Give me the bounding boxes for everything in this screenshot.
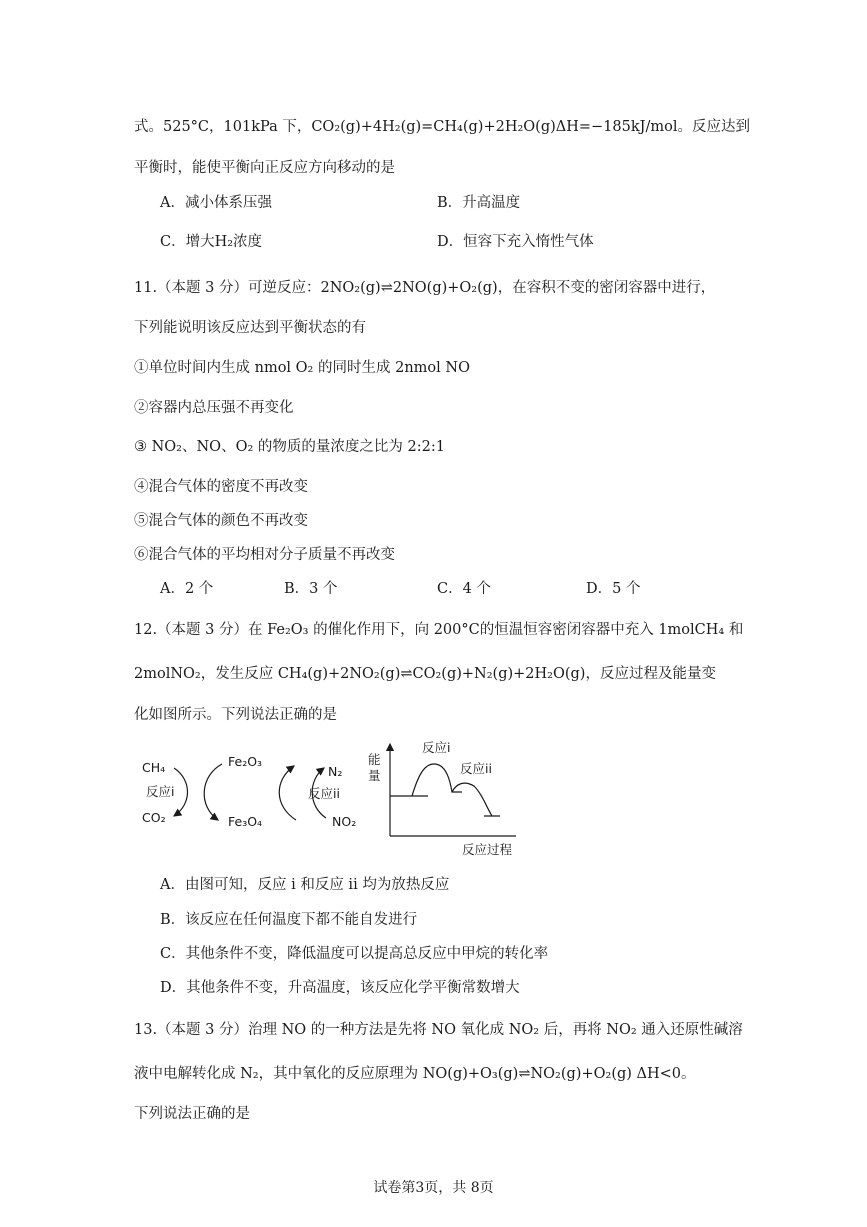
energy-xlabel: 反应过程 [462, 842, 513, 857]
q10-option-a[interactable]: A．减小体系压强 [160, 195, 272, 211]
q11-item-6: ⑥混合气体的平均相对分子质量不再改变 [134, 547, 395, 563]
q11-option-c[interactable]: C．4 个 [437, 581, 491, 597]
cycle1-arrow-right [204, 764, 222, 820]
cycle2-label: 反应ii [308, 786, 340, 801]
q10-option-d[interactable]: D．恒容下充入惰性气体 [437, 234, 594, 250]
energy-peak1-label: 反应i [422, 740, 451, 755]
q12-text-line2: 2molNO₂，发生反应 CH₄(g)+2NO₂(g)⇌CO₂(g)+N₂(g)+2H₂O(g)，反应过程及能量变 [134, 666, 716, 682]
q10-option-c[interactable]: C．增大H₂浓度 [160, 234, 263, 250]
q12-text-line3: 化如图所示。下列说法正确的是 [134, 707, 337, 723]
cycle1-label: 反应i [146, 784, 175, 799]
cycle1-bottom-left: CO₂ [142, 810, 166, 825]
energy-ylabel-1: 能 [368, 752, 381, 767]
q11-option-d[interactable]: D．5 个 [586, 581, 641, 597]
q12-text-line1: 12.（本题 3 分）在 Fe₂O₃ 的催化作用下，向 200°C的恒温恒容密闭容器中充入 1molCH₄ 和 [134, 622, 744, 638]
q13-text-line2: 液中电解转化成 N₂，其中氧化的反应原理为 NO(g)+O₃(g)⇌NO₂(g)+O₂(g) ΔH<0。 [134, 1066, 696, 1082]
energy-peak2-label: 反应ii [460, 761, 492, 776]
cycle1-top-right: Fe₂O₃ [228, 754, 263, 769]
q11-text-line1: 11.（本题 3 分）可逆反应：2NO₂(g)⇌2NO(g)+O₂(g)，在容积不变的密闭容器中进行， [134, 280, 716, 296]
q12-option-a[interactable]: A．由图可知，反应 i 和反应 ii 均为放热反应 [160, 877, 450, 893]
energy-ylabel-2: 量 [368, 768, 381, 783]
q12-figure [136, 736, 536, 862]
q10-option-b[interactable]: B．升高温度 [437, 195, 521, 211]
q11-option-b[interactable]: B．3 个 [284, 581, 338, 597]
cycle1-top-left: CH₄ [142, 760, 166, 775]
q11-item-5: ⑤混合气体的颜色不再改变 [134, 513, 308, 529]
q13-text-line1: 13.（本题 3 分）治理 NO 的一种方法是先将 NO 氧化成 NO₂ 后，再将 NO₂ 通入还原性碱溶 [134, 1022, 743, 1038]
q10-text-line2: 平衡时，能使平衡向正反应方向移动的是 [134, 160, 395, 176]
cycle1-arrow-left [174, 768, 188, 816]
q13-text-line3: 下列说法正确的是 [134, 1106, 250, 1122]
q12-option-d[interactable]: D．其他条件不变，升高温度，该反应化学平衡常数增大 [160, 980, 520, 996]
q11-item-4: ④混合气体的密度不再改变 [134, 479, 308, 495]
cycle1-bottom-right: Fe₃O₄ [228, 814, 263, 829]
q12-figure-svg [136, 736, 536, 862]
q11-option-a[interactable]: A．2 个 [160, 581, 214, 597]
cycle2-arrow-up [279, 766, 296, 820]
q12-option-c[interactable]: C．其他条件不变，降低温度可以提高总反应中甲烷的转化率 [160, 946, 549, 962]
q11-item-1: ①单位时间内生成 nmol O₂ 的同时生成 2nmol NO [134, 360, 470, 376]
cycle2-top-right: N₂ [328, 764, 343, 779]
page-footer: 试卷第3页，共 8页 [373, 1180, 494, 1196]
q11-item-2: ②容器内总压强不再变化 [134, 400, 294, 416]
q11-item-3: ③ NO₂、NO、O₂ 的物质的量浓度之比为 2:2:1 [134, 439, 445, 455]
q11-text-line2: 下列能说明该反应达到平衡状态的有 [134, 320, 366, 336]
cycle2-bottom-right: NO₂ [332, 814, 357, 829]
q12-option-b[interactable]: B．该反应在任何温度下都不能自发进行 [160, 912, 418, 928]
q10-text-line1: 式。525°C，101kPa 下，CO₂(g)+4H₂(g)=CH₄(g)+2H₂O(g)ΔH=−185kJ/mol。反应达到 [134, 119, 750, 135]
